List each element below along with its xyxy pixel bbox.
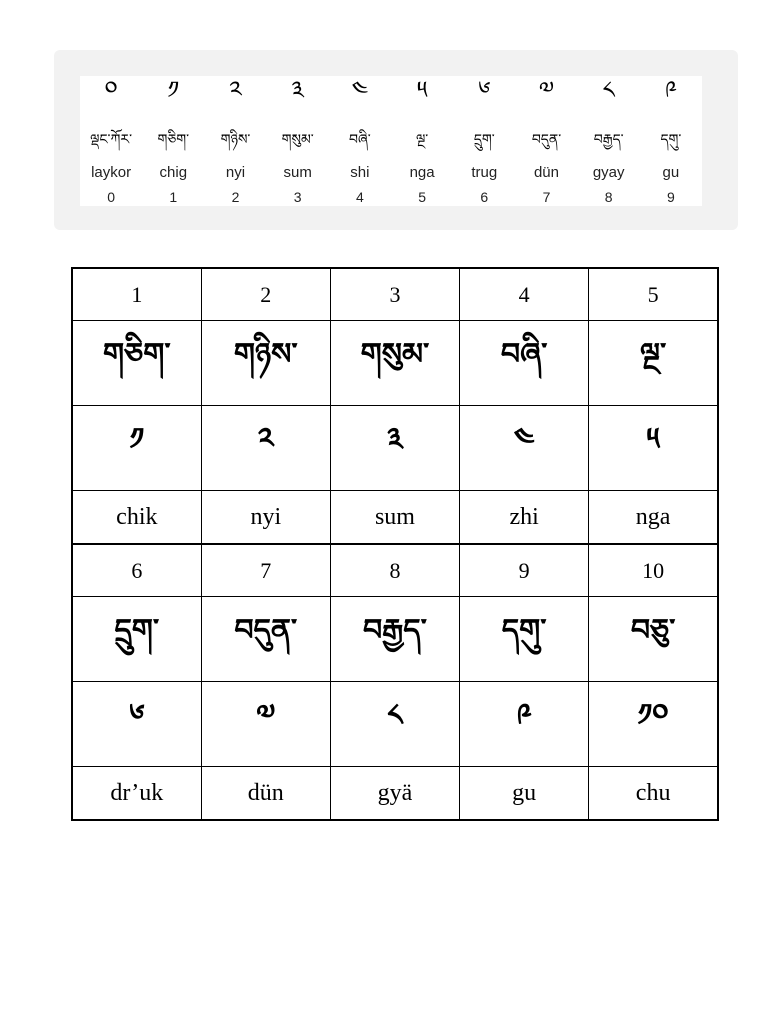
romanized-word: nga	[409, 164, 435, 181]
table-cell-tibetan-word: བཅུ་	[589, 597, 718, 682]
arabic-numeral: 9	[667, 189, 675, 205]
table-cell-romanized: dün	[201, 767, 330, 821]
table-cell-romanized: chik	[72, 491, 201, 545]
table-cell-tibetan-numeral: ༣	[330, 406, 459, 491]
table-cell-tibetan-word: དྲུག་	[72, 597, 201, 682]
tibetan-numeral: ༩	[664, 76, 677, 104]
tibetan-word: གསུམ་	[281, 132, 314, 148]
arabic-numeral: 7	[542, 189, 551, 205]
arabic-numeral: 2	[231, 189, 240, 205]
tibetan-word: གཉིས་	[220, 132, 251, 148]
table-row-tibetan-words	[72, 597, 718, 682]
tibetan-numeral: ༠	[104, 76, 118, 104]
reference-strip	[80, 76, 702, 206]
arabic-numeral: 3	[293, 189, 302, 205]
strip-column-9	[640, 76, 702, 206]
tibetan-word: བརྒྱད་	[593, 132, 624, 148]
table-cell-number: 8	[330, 544, 459, 597]
table-cell-tibetan-numeral: ༥	[589, 406, 718, 491]
table-cell-romanized: sum	[330, 491, 459, 545]
table-cell-tibetan-word: བརྒྱད་	[330, 597, 459, 682]
strip-column-2	[204, 76, 266, 206]
table-cell-romanized: gu	[460, 767, 589, 821]
strip-column-0	[80, 76, 142, 206]
tibetan-numeral: ༧	[538, 76, 555, 104]
table-cell-number: 4	[460, 268, 589, 321]
table-cell-tibetan-numeral: ༩	[460, 682, 589, 767]
tibetan-word: བཞི་	[349, 132, 371, 148]
table-cell-number: 9	[460, 544, 589, 597]
table-cell-tibetan-word: བཞི་	[460, 321, 589, 406]
table-row-numbers	[72, 544, 718, 597]
arabic-numeral: 1	[169, 189, 178, 205]
table-row-numbers	[72, 268, 718, 321]
table-cell-number: 7	[201, 544, 330, 597]
table-row-tibetan-numerals	[72, 682, 718, 767]
table-row-tibetan-numerals	[72, 406, 718, 491]
tibetan-numeral: ༨	[602, 76, 615, 104]
romanized-word: chig	[159, 164, 188, 181]
romanized-word: sum	[283, 164, 312, 181]
table-cell-romanized: dr’uk	[72, 767, 201, 821]
romanized-word: gu	[662, 164, 680, 181]
table-cell-romanized: gyä	[330, 767, 459, 821]
table-cell-number: 5	[589, 268, 718, 321]
strip-column-3	[267, 76, 329, 206]
tibetan-numeral: ༡	[167, 76, 180, 104]
romanized-word: laykor	[91, 164, 132, 181]
arabic-numeral: 8	[604, 189, 613, 205]
arabic-numeral: 0	[107, 189, 115, 205]
romanized-word: nyi	[225, 164, 246, 181]
strip-column-8	[578, 76, 640, 206]
tibetan-numeral: ༢	[229, 76, 242, 104]
tibetan-numeral: ༥	[416, 76, 428, 104]
table-cell-number: 6	[72, 544, 201, 597]
tibetan-numeral: ༤	[351, 76, 369, 104]
table-cell-number: 3	[330, 268, 459, 321]
table-cell-tibetan-word: དགུ་	[460, 597, 589, 682]
tibetan-word: ལྡང་ཀོར་	[90, 132, 133, 148]
table-cell-tibetan-numeral: ༨	[330, 682, 459, 767]
strip-column-5	[391, 76, 453, 206]
tibetan-numeral: ༣	[291, 76, 304, 104]
tibetan-numeral: ༦	[478, 76, 491, 104]
table-cell-tibetan-word: ལྔ་	[589, 321, 718, 406]
table-cell-number: 1	[72, 268, 201, 321]
strip-column-6	[453, 76, 515, 206]
strip-column-4	[329, 76, 391, 206]
romanized-word: dün	[533, 164, 559, 181]
table-cell-romanized: chu	[589, 767, 718, 821]
numeral-table	[71, 267, 719, 821]
tibetan-word: དགུ་	[660, 132, 682, 148]
table-cell-tibetan-numeral: ༧	[201, 682, 330, 767]
table-cell-tibetan-word: བདུན་	[201, 597, 330, 682]
table-cell-number: 10	[589, 544, 718, 597]
table-cell-tibetan-word: གཉིས་	[201, 321, 330, 406]
table-row-romanized	[72, 767, 718, 821]
table-cell-tibetan-word: གསུམ་	[330, 321, 459, 406]
table-cell-tibetan-numeral: ༤	[460, 406, 589, 491]
arabic-numeral: 4	[356, 189, 364, 205]
table-cell-tibetan-numeral: ༢	[201, 406, 330, 491]
table-cell-romanized: zhi	[460, 491, 589, 545]
arabic-numeral: 6	[480, 189, 489, 205]
table-cell-tibetan-numeral: ༡	[72, 406, 201, 491]
tibetan-word: ལྔ་	[415, 132, 429, 148]
tibetan-word: གཅིག་	[157, 132, 190, 148]
arabic-numeral: 5	[418, 189, 426, 205]
table-row-tibetan-words	[72, 321, 718, 406]
table-cell-tibetan-word: གཅིག་	[72, 321, 201, 406]
table-cell-tibetan-numeral: ༡༠	[589, 682, 718, 767]
romanized-word: trug	[471, 164, 498, 181]
table-cell-number: 2	[201, 268, 330, 321]
romanized-word: shi	[350, 164, 370, 181]
tibetan-word: དྲུག་	[473, 132, 495, 148]
strip-column-7	[515, 76, 577, 206]
romanized-word: gyay	[592, 164, 625, 181]
table-cell-romanized: nga	[589, 491, 718, 545]
strip-column-1	[142, 76, 204, 206]
tibetan-word: བདུན་	[531, 132, 562, 148]
table-row-romanized	[72, 491, 718, 545]
table-cell-tibetan-numeral: ༦	[72, 682, 201, 767]
table-cell-romanized: nyi	[201, 491, 330, 545]
